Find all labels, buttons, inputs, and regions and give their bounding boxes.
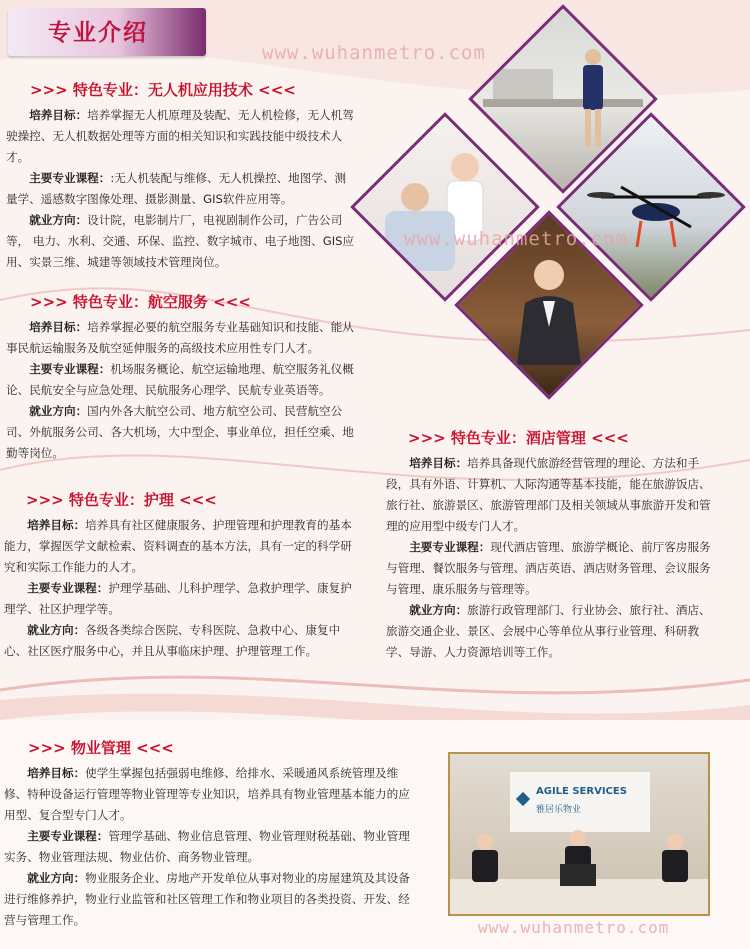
career-direction: 就业方向：各级各类综合医院、专科医院、急救中心、康复中心、社区医疗服务中心，并且从事临床护理、护理管理工作。 [4, 623, 341, 658]
section-title: >>> 物业管理 <<< [28, 739, 174, 757]
main-courses: 主要专业课程：现代酒店管理、旅游学概论、前厅客房服务与管理、餐饮服务与管理、酒店英语、酒店财务管理、会议服务与管理、康乐服务与管理等。 [386, 540, 711, 596]
career-label: 就业方向： [29, 404, 88, 418]
brand-name-cn: 雅居乐物业 [536, 805, 582, 815]
course-label: 主要专业课程： [409, 540, 491, 554]
section-title: >>> 特色专业：无人机应用技术 <<< [30, 81, 296, 99]
training-goal: 培养目标：培养具有社区健康服务、护理管理和护理教育的基本能力，掌握医学文献检索、资料调查的基本方法，具有一定的科学研究和实际工作能力的人才。 [4, 518, 352, 574]
watermark-middle: www.wuhanmetro.com [404, 228, 628, 250]
reception-sign [510, 772, 650, 832]
career-label: 就业方向： [27, 623, 86, 637]
training-goal: 培养目标：培养掌握必要的航空服务专业基础知识和技能、能从事民航运输服务及航空延伸服务的高级技术应用性专门人才。 [6, 320, 354, 355]
goal-label: 培养目标： [27, 518, 86, 532]
section-title: >>> 特色专业：酒店管理 <<< [408, 429, 629, 447]
header-banner [8, 8, 206, 56]
training-goal: 培养目标：使学生掌握包括强弱电维修、给排水、采暖通风系统管理及维修、特种设备运行管理等物业管理等专业知识，培养具有物业管理基本能力的应用型、复合型专门人才。 [4, 766, 410, 822]
goal-label: 培养目标： [29, 320, 88, 334]
goal-label: 培养目标： [27, 766, 86, 780]
section-aviation [6, 292, 358, 464]
section-nursing [4, 490, 360, 662]
career-label: 就业方向： [27, 871, 86, 885]
reception-staff [450, 824, 708, 914]
goal-label: 培养目标： [409, 456, 468, 470]
watermark-bottom: www.wuhanmetro.com [478, 918, 670, 937]
career-label: 就业方向： [409, 603, 468, 617]
career-direction: 就业方向：设计院，电影制片厂，电视剧制作公司，广告公司等， 电力、水利、交通、环保、监控、数字城市、电子地图、GIS应用、实景三维、城建等领域技术管理岗位。 [6, 213, 355, 269]
career-direction: 就业方向：旅游行政管理部门、行业协会、旅行社、酒店、旅游交通企业、景区、会展中心等单位从事行业管理、科研教学、导游、人力资源培训等工作。 [386, 603, 711, 659]
section-uav [6, 80, 356, 273]
section-title: >>> 特色专业：航空服务 <<< [30, 293, 251, 311]
career-label: 就业方向： [29, 213, 88, 227]
section-title: >>> 特色专业：护理 <<< [26, 491, 217, 509]
page-title: 专业介绍 [48, 20, 148, 46]
course-label: 主要专业课程： [29, 171, 111, 185]
main-courses: 主要专业课程：管理学基础、物业信息管理、物业管理财税基础、物业管理实务、物业管理法规、物业估价、商务物业管理。 [4, 829, 410, 864]
training-goal: 培养目标：培养具备现代旅游经营管理的理论、方法和手段，具有外语、计算机、人际沟通等基本技能，能在旅游饭店、旅行社、旅游景区、旅游管理部门及相关领域从事旅游开发和管理的应用型中级专门人才。 [386, 456, 711, 533]
section-property [4, 738, 416, 931]
property-service-photo [448, 752, 710, 916]
course-label: 主要专业课程： [27, 829, 109, 843]
main-courses: 主要专业课程：护理学基础、儿科护理学、急救护理学、康复护理学、社区护理学等。 [4, 581, 352, 616]
career-direction: 就业方向：物业服务企业、房地产开发单位从事对物业的房屋建筑及其设备进行维修养护，物业行业监管和社区管理工作和物业项目的各类投资、开发、经营与管理工作。 [4, 871, 410, 927]
brand-logo-icon [516, 792, 530, 806]
brand-name: AGILE SERVICES [536, 786, 627, 797]
career-direction: 就业方向：国内外各大航空公司、地方航空公司、民营航空公司、外航服务公司、各大机场，大中型企、事业单位，担任空乘、地勤等岗位。 [6, 404, 354, 460]
main-courses: 主要专业课程：机场服务概论、航空运输地理、航空服务礼仪概论、民航安全与应急处理、民航服务心理学、民航专业英语等。 [6, 362, 354, 397]
training-goal: 培养目标：培养掌握无人机原理及装配、无人机检修，无人机驾驶操控、无人机数据处理等方面的相关知识和实践技能中级技术人才。 [6, 108, 354, 164]
course-label: 主要专业课程： [29, 362, 111, 376]
goal-label: 培养目标： [29, 108, 88, 122]
main-courses: 主要专业课程：:无人机装配与维修、无人机操控、地图学、测量学、遥感数字图像处理、摄影测量、GIS软件应用等。 [6, 171, 347, 206]
course-label: 主要专业课程： [27, 581, 109, 595]
watermark-top: www.wuhanmetro.com [262, 42, 486, 64]
section-hotel [386, 428, 714, 663]
